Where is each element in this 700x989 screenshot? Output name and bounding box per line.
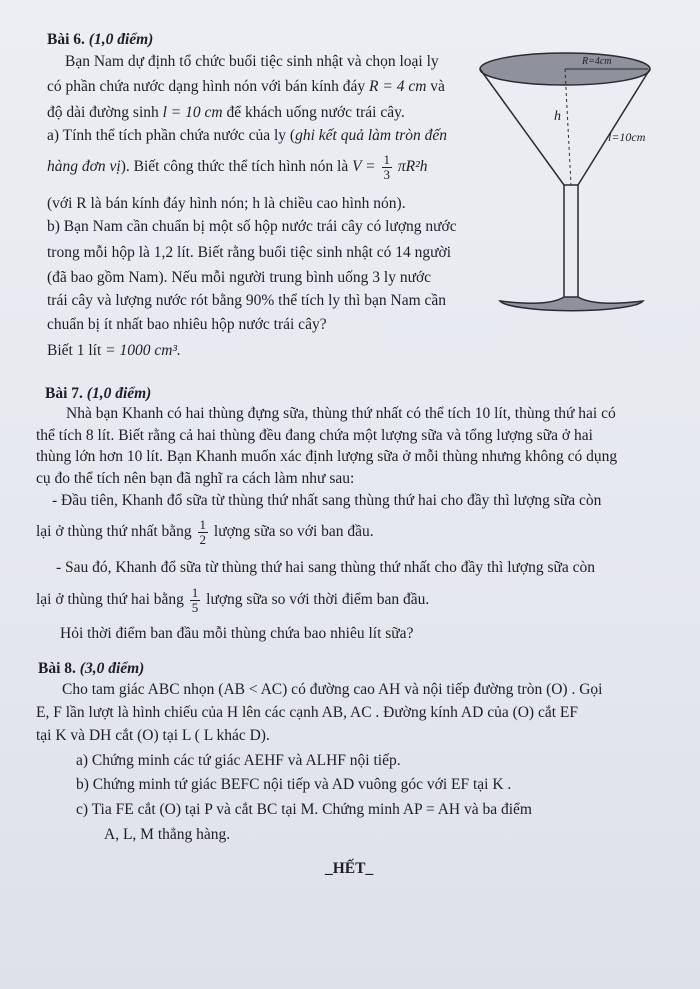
formula-rhs: πR²h — [397, 158, 428, 175]
problem-7-line-3: thùng lớn hơn 10 lít. Bạn Khanh muốn xác định lượng sữa ở mỗi thùng nhưng không có dụng — [36, 448, 618, 465]
problem-8-line-2: E, F lần lượt là hình chiếu của H lên các cạnh AB, AC . Đường kính AD của (O) cắt EF — [36, 704, 578, 721]
problem-7-step-1-line-2 — [36, 517, 374, 547]
step-2-text: lại ở thùng thứ hai bằng — [36, 591, 184, 608]
problem-6-line-2 — [47, 77, 445, 97]
problem-6-line-2-text: có phần chứa nước dạng hình nón với bán kính đáy — [47, 78, 366, 95]
litre-note: Biết 1 lít — [47, 342, 102, 359]
problem-8-line-3: tại K và DH cắt (O) tại L ( L khác D). — [36, 727, 270, 744]
problem-6b-line-5: chuẩn bị ít nhất bao nhiêu hộp nước trái cây? — [47, 316, 327, 333]
problem-7-line-4: cụ đo thể tích nên bạn đã nghĩ ra cách làm như sau: — [36, 470, 355, 487]
problem-6a-text: a) Tính thể tích phần chứa nước của ly ( — [47, 127, 296, 144]
step-2-end: lượng sữa so với thời điểm ban đầu. — [206, 591, 430, 608]
problem-6b-line-4: trái cây và lượng nước rót bằng 90% thể tích ly thì bạn Nam cần — [47, 292, 447, 309]
slant-height-value: l = 10 cm — [162, 104, 223, 121]
problem-8-label: Bài 8. — [38, 660, 76, 677]
fraction-one-fifth — [190, 586, 201, 615]
problem-8c-line-1: c) Tia FE cắt (O) tại P và cắt BC tại M. Chứng minh AP = AH và ba điểm — [76, 801, 532, 818]
problem-6b-line-6 — [47, 341, 181, 361]
problem-7-step-2-line-1: - Sau đó, Khanh đổ sữa từ thùng thứ hai sang thùng thứ nhất cho đầy thì lượng sữa còn — [56, 559, 596, 576]
problem-6a-formula-intro: ). Biết công thức thể tích hình nón là — [120, 158, 349, 175]
glass-stem — [564, 185, 578, 300]
problem-7-label: Bài 7. — [45, 385, 83, 402]
height-line — [565, 69, 571, 185]
height-label: h — [554, 109, 561, 124]
formula-lhs: V = — [352, 158, 376, 175]
problem-6b-line-3: (đã bao gồm Nam). Nếu mỗi người trung bình uống 3 ly nước — [47, 269, 432, 286]
fraction-one-half-denominator: 2 — [199, 531, 207, 547]
problem-6-note: (với R là bán kính đáy hình nón; h là chiều cao hình nón). — [47, 195, 406, 212]
problem-7-points: (1,0 điểm) — [86, 385, 152, 402]
problem-6-line-1: Bạn Nam dự định tổ chức buổi tiệc sinh nhật và chọn loại ly — [65, 53, 439, 70]
radius-label: R=4cm — [582, 56, 612, 67]
problem-6a-italic: ghi kết quả làm tròn đến — [295, 127, 448, 144]
problem-8-points: (3,0 điểm) — [79, 660, 145, 677]
step-1-text: lại ở thùng thứ nhất bằng — [36, 523, 192, 540]
problem-8-line-1: Cho tam giác ABC nhọn (AB < AC) có đường cao AH và nội tiếp đường tròn (O) . Gọi — [62, 681, 603, 698]
glass-right-side — [578, 69, 650, 185]
problem-6-line-3-end: để khách uống nước trái cây. — [226, 104, 405, 121]
cocktail-glass-figure — [478, 45, 678, 345]
problem-7-step-1-line-1: - Đầu tiên, Khanh đổ sữa từ thùng thứ nhất sang thùng thứ hai cho đầy thì lượng sữa còn — [52, 492, 602, 509]
glass-left-side — [480, 69, 564, 185]
formula-numerator: 1 — [383, 151, 391, 167]
problem-7-line-1: Nhà bạn Khanh có hai thùng đựng sữa, thùng thứ nhất có thể tích 10 lít, thùng thứ hai có — [66, 405, 616, 422]
problem-6-line-3 — [47, 103, 405, 123]
problem-7-line-2: thể tích 8 lít. Biết rằng cả hai thùng đều đang chứa một lượng sữa và tổng lượng sữa ở hai — [36, 427, 593, 444]
problem-8a: a) Chứng minh các tứ giác AEHF và ALHF nội tiếp. — [76, 752, 401, 769]
problem-6a-line-2 — [47, 152, 428, 182]
problem-8-title — [38, 659, 144, 679]
problem-6a-line-1 — [47, 126, 447, 146]
problem-6b-line-2: trong mỗi hộp là 1,2 lít. Biết rằng buổi tiệc sinh nhật có 14 người — [47, 244, 452, 261]
step-1-end: lượng sữa so với ban đầu. — [213, 523, 374, 540]
formula-denominator: 3 — [383, 166, 391, 182]
problem-8c-line-2: A, L, M thẳng hàng. — [104, 826, 231, 843]
formula-fraction — [382, 153, 393, 182]
problem-7-step-2-line-2 — [36, 585, 429, 615]
slant-label: l=10cm — [608, 130, 646, 144]
end-marker: _HẾT_ — [325, 860, 374, 877]
fraction-one-half-numerator: 1 — [199, 516, 207, 532]
problem-6-line-2-end: và — [430, 78, 445, 95]
problem-6a-italic-2: hàng đơn vị — [47, 158, 121, 175]
problem-6-label: Bài 6. — [47, 31, 85, 48]
radius-value: R = 4 cm — [369, 78, 427, 95]
problem-7-title — [45, 384, 151, 404]
problem-6-title — [47, 30, 153, 50]
problem-6b-line-1: b) Bạn Nam cần chuẩn bị một số hộp nước trái cây có lượng nước — [47, 218, 457, 235]
fraction-one-half — [198, 518, 209, 547]
fraction-one-fifth-numerator: 1 — [191, 584, 199, 600]
glass-base — [500, 297, 643, 311]
fraction-one-fifth-denominator: 5 — [191, 599, 199, 615]
problem-6-points: (1,0 điểm) — [88, 31, 154, 48]
problem-6-line-3-text: độ dài đường sinh — [47, 104, 159, 121]
litre-conversion: = 1000 cm³. — [105, 342, 181, 359]
problem-7-question: Hỏi thời điểm ban đầu mỗi thùng chứa bao nhiêu lít sữa? — [60, 625, 414, 642]
problem-8b: b) Chứng minh tứ giác BEFC nội tiếp và AD vuông góc với EF tại K . — [76, 776, 512, 793]
